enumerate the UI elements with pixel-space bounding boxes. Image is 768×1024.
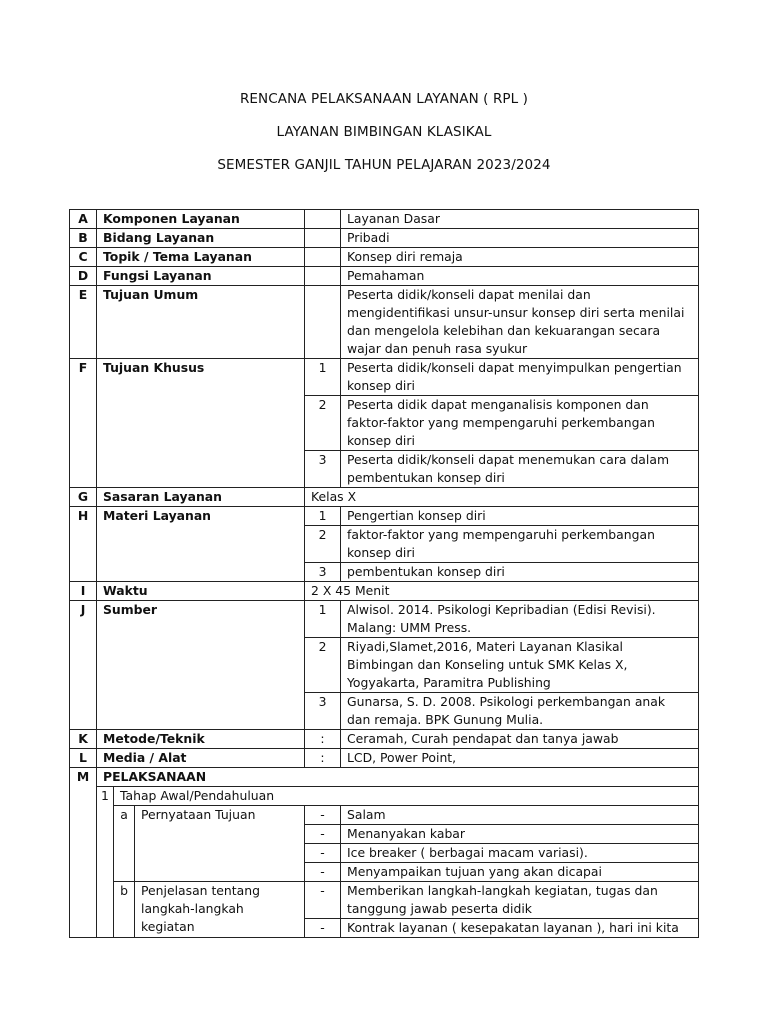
row-label: Tujuan Umum xyxy=(97,286,305,359)
dash: - xyxy=(305,919,341,938)
item-number: 2 xyxy=(305,396,341,451)
row-letter: J xyxy=(70,601,97,730)
item-number: 3 xyxy=(305,693,341,730)
row-letter: C xyxy=(70,248,97,267)
row-a xyxy=(70,210,699,229)
row-letter: B xyxy=(70,229,97,248)
item-text: Kontrak layanan ( kesepakatan layanan ), hari ini kita xyxy=(341,919,699,938)
dash: - xyxy=(305,882,341,919)
row-value: Kelas X xyxy=(305,488,699,507)
document-semester: SEMESTER GANJIL TAHUN PELAJARAN 2023/2024 xyxy=(217,157,551,173)
item-number: 1 xyxy=(305,507,341,526)
row-value: LCD, Power Point, xyxy=(341,749,699,768)
row-m-b-1 xyxy=(70,882,699,919)
row-h-1 xyxy=(70,507,699,526)
row-d xyxy=(70,267,699,286)
item-text: Riyadi,Slamet,2016, Materi Layanan Klasikal Bimbingan dan Konseling untuk SMK Kelas X, Yogyakarta, Paramitra Publishing xyxy=(341,638,699,693)
item-number: 2 xyxy=(305,638,341,693)
item-text: Pengertian konsep diri xyxy=(341,507,699,526)
row-letter: L xyxy=(70,749,97,768)
sub-label: Pernyataan Tujuan xyxy=(135,806,305,882)
dash: - xyxy=(305,806,341,825)
row-separator: : xyxy=(305,749,341,768)
row-letter: I xyxy=(70,582,97,601)
dash: - xyxy=(305,844,341,863)
row-label: Metode/Teknik xyxy=(97,730,305,749)
row-value: Ceramah, Curah pendapat dan tanya jawab xyxy=(341,730,699,749)
dash: - xyxy=(305,863,341,882)
row-m-header xyxy=(70,768,699,787)
row-label: Materi Layanan xyxy=(97,507,305,582)
row-letter: M xyxy=(70,768,97,938)
item-number: 2 xyxy=(305,526,341,563)
row-e xyxy=(70,286,699,359)
document-title: RENCANA PELAKSANAAN LAYANAN ( RPL ) xyxy=(239,91,529,107)
sub-letter: a xyxy=(114,806,135,882)
row-letter: E xyxy=(70,286,97,359)
row-label: Waktu xyxy=(97,582,305,601)
row-letter: D xyxy=(70,267,97,286)
row-letter: F xyxy=(70,359,97,488)
row-i xyxy=(70,582,699,601)
row-l xyxy=(70,749,699,768)
row-label: Tujuan Khusus xyxy=(97,359,305,488)
row-number-cell xyxy=(305,248,341,267)
row-label: Bidang Layanan xyxy=(97,229,305,248)
row-letter: G xyxy=(70,488,97,507)
row-number-cell xyxy=(305,286,341,359)
item-text: Alwisol. 2014. Psikologi Kepribadian (Edisi Revisi). Malang: UMM Press. xyxy=(341,601,699,638)
sub-letter: b xyxy=(114,882,135,938)
row-label: Sumber xyxy=(97,601,305,730)
row-label: Fungsi Layanan xyxy=(97,267,305,286)
item-text: Peserta didik dapat menganalisis komponen dan faktor-faktor yang mempengaruhi perkembangan konsep diri xyxy=(341,396,699,451)
rpl-table xyxy=(69,209,699,938)
row-k xyxy=(70,730,699,749)
item-text: Peserta didik/konseli dapat menyimpulkan pengertian konsep diri xyxy=(341,359,699,396)
item-text: pembentukan konsep diri xyxy=(341,563,699,582)
item-number: 1 xyxy=(305,359,341,396)
row-letter: H xyxy=(70,507,97,582)
item-text: Peserta didik/konseli dapat menemukan cara dalam pembentukan konsep diri xyxy=(341,451,699,488)
row-g xyxy=(70,488,699,507)
row-letter: K xyxy=(70,730,97,749)
item-text: Menyampaikan tujuan yang akan dicapai xyxy=(341,863,699,882)
row-f-1 xyxy=(70,359,699,396)
row-number-cell xyxy=(305,210,341,229)
item-text: Salam xyxy=(341,806,699,825)
row-label: Media / Alat xyxy=(97,749,305,768)
row-value: Konsep diri remaja xyxy=(341,248,699,267)
item-text: faktor-faktor yang mempengaruhi perkembangan konsep diri xyxy=(341,526,699,563)
document-subtitle: LAYANAN BIMBINGAN KLASIKAL xyxy=(276,124,492,140)
row-b xyxy=(70,229,699,248)
row-m-a-1 xyxy=(70,806,699,825)
row-value: 2 X 45 Menit xyxy=(305,582,699,601)
item-text: Ice breaker ( berbagai macam variasi). xyxy=(341,844,699,863)
row-number-cell xyxy=(305,267,341,286)
row-number-cell xyxy=(305,229,341,248)
item-number: 1 xyxy=(305,601,341,638)
row-value: Pribadi xyxy=(341,229,699,248)
dash: - xyxy=(305,825,341,844)
row-value: Peserta didik/konseli dapat menilai dan mengidentifikasi unsur-unsur konsep diri serta menilai dan mengelola kelebihan dan kekuarangan secara wajar dan penuh rasa syukur xyxy=(341,286,699,359)
item-text: Menanyakan kabar xyxy=(341,825,699,844)
item-text: Gunarsa, S. D. 2008. Psikologi perkembangan anak dan remaja. BPK Gunung Mulia. xyxy=(341,693,699,730)
row-letter: A xyxy=(70,210,97,229)
item-text: Memberikan langkah-langkah kegiatan, tugas dan tanggung jawab peserta didik xyxy=(341,882,699,919)
section-heading: PELAKSANAAN xyxy=(97,768,699,787)
row-c xyxy=(70,248,699,267)
row-value: Layanan Dasar xyxy=(341,210,699,229)
sub-label: Penjelasan tentang langkah-langkah kegiatan xyxy=(135,882,305,938)
row-value: Pemahaman xyxy=(341,267,699,286)
stage-number: 1 xyxy=(97,787,114,938)
row-label: Komponen Layanan xyxy=(97,210,305,229)
stage-title: Tahap Awal/Pendahuluan xyxy=(114,787,699,806)
item-number: 3 xyxy=(305,563,341,582)
row-label: Sasaran Layanan xyxy=(97,488,305,507)
row-j-1 xyxy=(70,601,699,638)
row-m-stage1 xyxy=(70,787,699,806)
row-separator: : xyxy=(305,730,341,749)
row-label: Topik / Tema Layanan xyxy=(97,248,305,267)
item-number: 3 xyxy=(305,451,341,488)
